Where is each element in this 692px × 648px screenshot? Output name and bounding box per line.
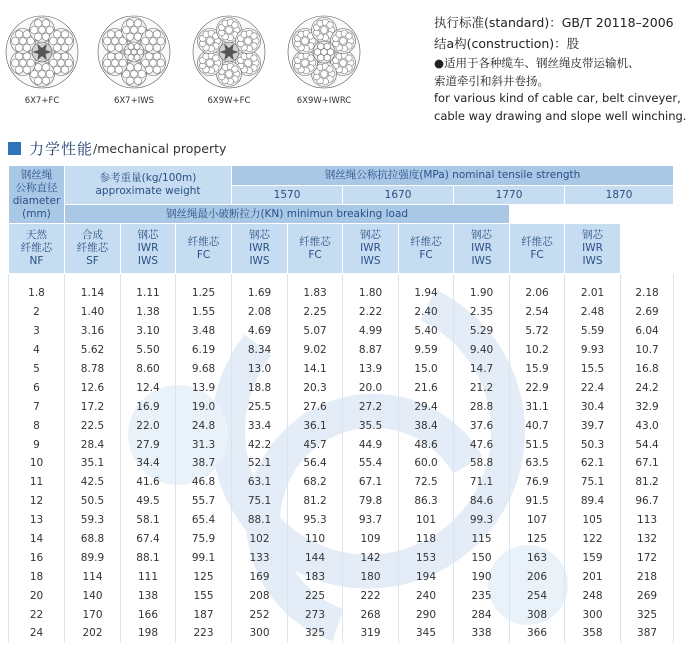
value-cell: 75.1 (565, 473, 621, 492)
value-cell: 58.1 (121, 511, 176, 530)
value-cell: 4.69 (232, 322, 288, 341)
value-cell: 225 (288, 586, 343, 605)
value-cell: 6.04 (621, 322, 674, 341)
rope-6x9w-iwrc (282, 14, 366, 106)
value-cell: 27.9 (121, 435, 176, 454)
usage-cn-2: 索道牵引和斜井卷扬。 (434, 73, 549, 88)
value-cell: 8.78 (65, 360, 121, 379)
value-cell: 144 (288, 548, 343, 567)
value-cell: 49.5 (121, 492, 176, 511)
value-cell: 110 (288, 530, 343, 549)
value-cell: 9.68 (176, 360, 232, 379)
value-cell: 67.1 (343, 473, 399, 492)
value-cell: 37.6 (454, 416, 510, 435)
value-cell: 63.5 (510, 454, 565, 473)
weight-iwr-header: 钢芯 IWR IWS (121, 224, 176, 274)
value-cell: 223 (176, 624, 232, 643)
value-cell: 208 (232, 586, 288, 605)
value-cell: 59.3 (65, 511, 121, 530)
weight-sf-header: 合成 纤维芯 SF (65, 224, 121, 274)
value-cell: 16.8 (621, 360, 674, 379)
value-cell: 79.8 (343, 492, 399, 511)
table-row (9, 397, 674, 416)
value-cell: 45.7 (288, 435, 343, 454)
value-cell: 21.6 (399, 378, 454, 397)
table-row (9, 341, 674, 360)
rope-caption: 6X7+FC (24, 96, 60, 106)
value-cell: 5.72 (510, 322, 565, 341)
value-cell: 268 (343, 605, 399, 624)
value-cell: 71.1 (454, 473, 510, 492)
value-cell: 15.5 (565, 360, 621, 379)
value-cell: 22.4 (565, 378, 621, 397)
value-cell: 12.4 (121, 378, 176, 397)
value-cell: 89.9 (65, 548, 121, 567)
value-cell: 60.0 (399, 454, 454, 473)
value-cell: 366 (510, 624, 565, 643)
value-cell: 194 (399, 567, 454, 586)
table-row (9, 322, 674, 341)
value-cell: 1.83 (288, 284, 343, 303)
value-cell: 21.2 (454, 378, 510, 397)
value-cell: 169 (232, 567, 288, 586)
value-cell: 1.69 (232, 284, 288, 303)
value-cell: 254 (510, 586, 565, 605)
usage-en-2: cable way drawing and slope well winching. (434, 108, 687, 123)
value-cell: 86.3 (399, 492, 454, 511)
value-cell: 5.29 (454, 322, 510, 341)
value-cell: 56.4 (288, 454, 343, 473)
value-cell: 102 (232, 530, 288, 549)
table-row (9, 567, 674, 586)
value-cell: 1.40 (65, 303, 121, 322)
value-cell: 2.69 (621, 303, 674, 322)
value-cell: 107 (510, 511, 565, 530)
value-cell: 51.5 (510, 435, 565, 454)
table-row (9, 454, 674, 473)
diameter-cell: 2 (9, 303, 65, 322)
value-cell: 84.6 (454, 492, 510, 511)
value-cell: 290 (399, 605, 454, 624)
usage-cn-1: ●适用于各种缆车、钢丝绳皮带运输机、 (434, 56, 640, 70)
strength-header: 钢丝绳公称抗拉强度(MPa) nominal tensile strength (232, 166, 674, 186)
value-cell: 5.62 (65, 341, 121, 360)
value-cell: 76.9 (510, 473, 565, 492)
value-cell: 133 (232, 548, 288, 567)
table-row (9, 511, 674, 530)
value-cell: 300 (565, 605, 621, 624)
value-cell: 2.54 (510, 303, 565, 322)
value-cell: 27.2 (343, 397, 399, 416)
value-cell: 9.40 (454, 341, 510, 360)
value-cell: 2.40 (399, 303, 454, 322)
diameter-cell: 22 (9, 605, 65, 624)
value-cell: 28.8 (454, 397, 510, 416)
value-cell: 387 (621, 624, 674, 643)
table-row (9, 378, 674, 397)
diameter-cell: 7 (9, 397, 65, 416)
table-row (9, 360, 674, 379)
value-cell: 44.9 (343, 435, 399, 454)
value-cell: 48.6 (399, 435, 454, 454)
value-cell: 3.10 (121, 322, 176, 341)
diameter-header: 钢丝绳 公称直径 diameter (mm) (9, 166, 65, 224)
value-cell: 201 (565, 567, 621, 586)
value-cell: 42.5 (65, 473, 121, 492)
value-cell: 1.94 (399, 284, 454, 303)
value-cell: 3.48 (176, 322, 232, 341)
value-cell: 3.16 (65, 322, 121, 341)
value-cell: 252 (232, 605, 288, 624)
value-cell: 18.8 (232, 378, 288, 397)
value-cell: 93.7 (343, 511, 399, 530)
value-cell: 13.9 (343, 360, 399, 379)
value-cell: 269 (621, 586, 674, 605)
value-cell: 155 (176, 586, 232, 605)
value-cell: 218 (621, 567, 674, 586)
value-cell: 113 (621, 511, 674, 530)
value-cell: 153 (399, 548, 454, 567)
value-cell: 5.50 (121, 341, 176, 360)
value-cell: 46.8 (176, 473, 232, 492)
diameter-cell: 16 (9, 548, 65, 567)
value-cell: 142 (343, 548, 399, 567)
value-cell: 41.6 (121, 473, 176, 492)
value-cell: 39.7 (565, 416, 621, 435)
rope-6x7-fc (0, 14, 84, 106)
value-cell: 12.6 (65, 378, 121, 397)
value-cell: 105 (565, 511, 621, 530)
value-cell: 15.0 (399, 360, 454, 379)
table-row (9, 530, 674, 549)
value-cell: 20.3 (288, 378, 343, 397)
value-cell: 187 (176, 605, 232, 624)
table-row (9, 605, 674, 624)
grade-header: 1870 (565, 186, 674, 205)
value-cell: 273 (288, 605, 343, 624)
value-cell: 5.59 (565, 322, 621, 341)
grade-fc-header: 纤维芯 FC (399, 224, 454, 274)
value-cell: 206 (510, 567, 565, 586)
diameter-cell: 13 (9, 511, 65, 530)
value-cell: 30.4 (565, 397, 621, 416)
breaking-load-header: 钢丝绳最小破断拉力(KN) minimun breaking load (65, 205, 510, 224)
grade-fc-header: 纤维芯 FC (288, 224, 343, 274)
value-cell: 13.9 (176, 378, 232, 397)
value-cell: 111 (121, 567, 176, 586)
value-cell: 75.1 (232, 492, 288, 511)
diameter-cell: 20 (9, 586, 65, 605)
value-cell: 36.1 (288, 416, 343, 435)
value-cell: 35.1 (65, 454, 121, 473)
value-cell: 1.11 (121, 284, 176, 303)
value-cell: 29.4 (399, 397, 454, 416)
value-cell: 22.9 (510, 378, 565, 397)
value-cell: 125 (510, 530, 565, 549)
value-cell: 40.7 (510, 416, 565, 435)
value-cell: 109 (343, 530, 399, 549)
value-cell: 2.06 (510, 284, 565, 303)
diameter-cell: 1.8 (9, 284, 65, 303)
value-cell: 222 (343, 586, 399, 605)
value-cell: 2.35 (454, 303, 510, 322)
value-cell: 284 (454, 605, 510, 624)
table-row (9, 624, 674, 643)
value-cell: 68.8 (65, 530, 121, 549)
value-cell: 138 (121, 586, 176, 605)
value-cell: 95.3 (288, 511, 343, 530)
usage-en-1: for various kind of cable car, belt cinveyer, (434, 91, 681, 105)
grade-header: 1670 (343, 186, 454, 205)
value-cell: 50.5 (65, 492, 121, 511)
value-cell: 2.25 (288, 303, 343, 322)
value-cell: 308 (510, 605, 565, 624)
value-cell: 31.1 (510, 397, 565, 416)
section-heading (8, 138, 226, 159)
value-cell: 358 (565, 624, 621, 643)
value-cell: 62.1 (565, 454, 621, 473)
value-cell: 88.1 (232, 511, 288, 530)
section-title-cn: 力学性能 (29, 140, 94, 158)
value-cell: 75.9 (176, 530, 232, 549)
value-cell: 118 (399, 530, 454, 549)
product-info (434, 12, 689, 125)
value-cell: 159 (565, 548, 621, 567)
value-cell: 325 (621, 605, 674, 624)
value-cell: 122 (565, 530, 621, 549)
diameter-cell: 8 (9, 416, 65, 435)
value-cell: 240 (399, 586, 454, 605)
square-bullet-icon (8, 142, 21, 155)
value-cell: 5.07 (288, 322, 343, 341)
value-cell: 5.40 (399, 322, 454, 341)
value-cell: 88.1 (121, 548, 176, 567)
value-cell: 99.3 (454, 511, 510, 530)
value-cell: 125 (176, 567, 232, 586)
diameter-cell: 24 (9, 624, 65, 643)
rope-6x9w-fc (187, 14, 271, 106)
value-cell: 319 (343, 624, 399, 643)
weight-nf-header: 天然 纤维芯 NF (9, 224, 65, 274)
section-title-en: /mechanical property (93, 141, 227, 156)
construction-line: 结a构(construction)：股 (434, 36, 580, 51)
value-cell: 2.22 (343, 303, 399, 322)
table-row (9, 492, 674, 511)
value-cell: 170 (65, 605, 121, 624)
rope-6x9w-fc-icon (191, 14, 267, 90)
value-cell: 14.7 (454, 360, 510, 379)
value-cell: 180 (343, 567, 399, 586)
value-cell: 172 (621, 548, 674, 567)
value-cell: 1.25 (176, 284, 232, 303)
value-cell: 19.0 (176, 397, 232, 416)
value-cell: 17.2 (65, 397, 121, 416)
rope-6x9w-iwrc-icon (286, 14, 362, 90)
value-cell: 99.1 (176, 548, 232, 567)
value-cell: 114 (65, 567, 121, 586)
value-cell: 50.3 (565, 435, 621, 454)
value-cell: 22.5 (65, 416, 121, 435)
value-cell: 13.0 (232, 360, 288, 379)
grade-header: 1770 (454, 186, 565, 205)
value-cell: 8.34 (232, 341, 288, 360)
value-cell: 338 (454, 624, 510, 643)
value-cell: 183 (288, 567, 343, 586)
value-cell: 24.2 (621, 378, 674, 397)
value-cell: 16.9 (121, 397, 176, 416)
value-cell: 235 (454, 586, 510, 605)
value-cell: 34.4 (121, 454, 176, 473)
value-cell: 52.1 (232, 454, 288, 473)
grade-header: 1570 (232, 186, 343, 205)
value-cell: 67.1 (621, 454, 674, 473)
value-cell: 198 (121, 624, 176, 643)
value-cell: 31.3 (176, 435, 232, 454)
value-cell: 2.18 (621, 284, 674, 303)
property-table-wrapper (8, 165, 674, 648)
value-cell: 35.5 (343, 416, 399, 435)
value-cell: 89.4 (565, 492, 621, 511)
diameter-cell: 9 (9, 435, 65, 454)
value-cell: 58.8 (454, 454, 510, 473)
value-cell: 14.1 (288, 360, 343, 379)
value-cell: 163 (510, 548, 565, 567)
table-row (9, 473, 674, 492)
grade-fc-header: 纤维芯 FC (510, 224, 565, 274)
value-cell: 42.2 (232, 435, 288, 454)
value-cell: 28.4 (65, 435, 121, 454)
value-cell: 22.0 (121, 416, 176, 435)
value-cell: 27.6 (288, 397, 343, 416)
value-cell: 38.7 (176, 454, 232, 473)
value-cell: 166 (121, 605, 176, 624)
table-body (9, 274, 674, 643)
mechanical-property-table (8, 165, 674, 643)
rope-6x7-iws (92, 14, 176, 106)
rope-diagrams (0, 0, 410, 115)
value-cell: 6.19 (176, 341, 232, 360)
grade-iwr-header: 钢芯 IWR IWS (343, 224, 399, 274)
value-cell: 2.01 (565, 284, 621, 303)
value-cell: 190 (454, 567, 510, 586)
value-cell: 1.55 (176, 303, 232, 322)
value-cell: 38.4 (399, 416, 454, 435)
diameter-cell: 11 (9, 473, 65, 492)
value-cell: 25.5 (232, 397, 288, 416)
value-cell: 81.2 (288, 492, 343, 511)
value-cell: 300 (232, 624, 288, 643)
value-cell: 67.4 (121, 530, 176, 549)
value-cell: 32.9 (621, 397, 674, 416)
table-row (9, 284, 674, 303)
value-cell: 132 (621, 530, 674, 549)
grade-iwr-header: 钢芯 IWR IWS (454, 224, 510, 274)
value-cell: 47.6 (454, 435, 510, 454)
value-cell: 4.99 (343, 322, 399, 341)
value-cell: 81.2 (621, 473, 674, 492)
rope-6x7-fc-icon (4, 14, 80, 90)
value-cell: 10.7 (621, 341, 674, 360)
value-cell: 2.48 (565, 303, 621, 322)
value-cell: 68.2 (288, 473, 343, 492)
table-row (9, 548, 674, 567)
table-row (9, 416, 674, 435)
value-cell: 202 (65, 624, 121, 643)
grade-iwr-header: 钢芯 IWR IWS (565, 224, 621, 274)
value-cell: 63.1 (232, 473, 288, 492)
value-cell: 345 (399, 624, 454, 643)
diameter-cell: 3 (9, 322, 65, 341)
value-cell: 24.8 (176, 416, 232, 435)
value-cell: 15.9 (510, 360, 565, 379)
value-cell: 10.2 (510, 341, 565, 360)
value-cell: 150 (454, 548, 510, 567)
value-cell: 54.4 (621, 435, 674, 454)
value-cell: 20.0 (343, 378, 399, 397)
diameter-cell: 4 (9, 341, 65, 360)
value-cell: 140 (65, 586, 121, 605)
value-cell: 91.5 (510, 492, 565, 511)
value-cell: 65.4 (176, 511, 232, 530)
value-cell: 8.60 (121, 360, 176, 379)
rope-caption: 6X9W+IWRC (296, 96, 352, 106)
value-cell: 96.7 (621, 492, 674, 511)
value-cell: 1.90 (454, 284, 510, 303)
value-cell: 101 (399, 511, 454, 530)
value-cell: 2.08 (232, 303, 288, 322)
value-cell: 115 (454, 530, 510, 549)
value-cell: 8.87 (343, 341, 399, 360)
diameter-cell: 12 (9, 492, 65, 511)
value-cell: 1.38 (121, 303, 176, 322)
value-cell: 43.0 (621, 416, 674, 435)
diameter-cell: 10 (9, 454, 65, 473)
weight-header: 参考重量(kg/100m) approximate weight (65, 166, 232, 205)
rope-6x7-iws-icon (96, 14, 172, 90)
value-cell: 72.5 (399, 473, 454, 492)
table-row (9, 586, 674, 605)
value-cell: 33.4 (232, 416, 288, 435)
grade-fc-header: 纤维芯 FC (176, 224, 232, 274)
standard-line: 执行标准(standard)：GB/T 20118–2006 (434, 15, 674, 30)
value-cell: 55.4 (343, 454, 399, 473)
table-row (9, 435, 674, 454)
diameter-cell: 14 (9, 530, 65, 549)
value-cell: 1.80 (343, 284, 399, 303)
grade-iwr-header: 钢芯 IWR IWS (232, 224, 288, 274)
value-cell: 1.14 (65, 284, 121, 303)
diameter-cell: 5 (9, 360, 65, 379)
value-cell: 9.93 (565, 341, 621, 360)
value-cell: 9.02 (288, 341, 343, 360)
diameter-cell: 6 (9, 378, 65, 397)
rope-caption: 6X7+IWS (113, 96, 155, 106)
rope-caption: 6X9W+FC (207, 96, 251, 106)
value-cell: 9.59 (399, 341, 454, 360)
table-row (9, 303, 674, 322)
value-cell: 325 (288, 624, 343, 643)
value-cell: 55.7 (176, 492, 232, 511)
value-cell: 248 (565, 586, 621, 605)
diameter-cell: 18 (9, 567, 65, 586)
